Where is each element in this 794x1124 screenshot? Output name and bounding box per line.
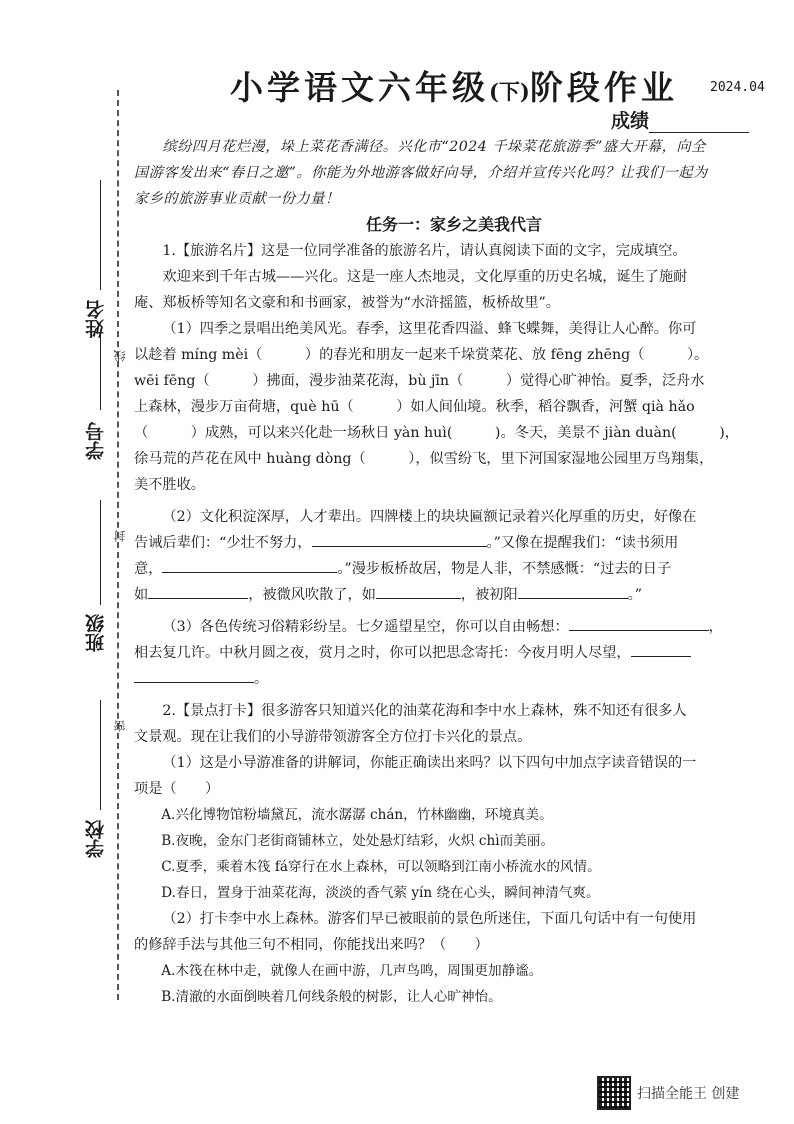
p3-text: 。 bbox=[254, 671, 269, 687]
intro-line: 国游客发出来“春日之邀”。你能为外地游客做好向导，介绍并宣传兴化吗？让我们一起为 bbox=[134, 165, 708, 181]
intro-line: 家乡的旅游事业贡献一份力量！ bbox=[134, 191, 340, 207]
answer-blank[interactable] bbox=[162, 558, 337, 573]
seal-mi-char: 密 bbox=[113, 720, 127, 732]
title-main: 小学语文六年级 bbox=[230, 68, 489, 107]
scanner-watermark bbox=[597, 1076, 739, 1110]
school-label: 学校 bbox=[85, 820, 107, 858]
p2-line bbox=[134, 556, 774, 582]
intro-line: 缤纷四月花烂漫，垛上菜花香满径。兴化市“2024 千垛菜花旅游季”盛大开幕，向全 bbox=[162, 139, 706, 155]
p2-text: ，被微风吹散了，如 bbox=[248, 587, 376, 603]
q2-sub2: （2）打卡李中水上森林。游客们早已被眼前的景色所迷住，下面几句话中有一句使用 bbox=[162, 911, 697, 927]
p1-line[interactable]: wēi fēng（ ）拂面，漫步油菜花海，bù jīn（ ）觉得心旷神怡。夏季，泛舟水 bbox=[134, 373, 705, 389]
watermark-text: 扫描全能王 创建 bbox=[637, 1086, 740, 1102]
binding-dashed-line bbox=[117, 90, 119, 1000]
p1-line: （1）四季之景唱出绝美风光。春季，这里花香四溢、蜂飞蝶舞，美得让人心醉。你可 bbox=[162, 321, 697, 337]
p1-line: 美不胜收。 bbox=[134, 477, 205, 493]
p1-line[interactable]: 徐马荒的芦花在风中 huàng dòng（ ），似雪纷飞，里下河国家湿地公园里万鸟翔集， bbox=[134, 451, 714, 467]
p2-text: 意， bbox=[134, 561, 163, 577]
answer-blank[interactable] bbox=[312, 532, 487, 547]
p3-text: ， bbox=[708, 619, 723, 635]
p2-text: 告诫后辈们：“少壮不努力， bbox=[134, 535, 312, 551]
seal-feng-char: 封 bbox=[113, 530, 127, 542]
q2-sub2[interactable]: 的修辞手法与其他三句不相同，你能找出来吗？（ ） bbox=[134, 937, 489, 953]
score-field[interactable] bbox=[611, 106, 749, 133]
p2-line bbox=[134, 582, 774, 608]
q2-intro: 文景观。现在让我们的小导游带领游客全方位打卡兴化的景点。 bbox=[134, 729, 532, 745]
answer-blank[interactable] bbox=[569, 616, 709, 631]
option-b[interactable]: B.夜晚，金东门老街商铺林立，处处悬灯结彩，火炽 chì而美丽。 bbox=[161, 833, 554, 849]
option-c[interactable]: C.夏季，乘着木筏 fá穿行在水上森林，可以领略到江南小桥流水的风情。 bbox=[161, 859, 601, 875]
p3-text: 相去复几许。中秋月圆之夜，赏月之时，你可以把思念寄托：今夜月明人尽望， bbox=[134, 645, 631, 661]
p2-text: 。”漫步板桥故居，物是人非，不禁感慨：“过去的日子 bbox=[337, 561, 672, 577]
option-d[interactable]: D.春日，置身于油菜花海，淡淡的香气萦 yín 绕在心头，瞬间神清气爽。 bbox=[161, 885, 600, 901]
seal-line-char: 线 bbox=[113, 350, 127, 362]
school-field-line[interactable] bbox=[100, 700, 101, 810]
q2-intro: 2.【景点打卡】很多游客只知道兴化的油菜花海和李中水上森林，殊不知还有很多人 bbox=[162, 703, 687, 719]
title-tail: 阶段作业 bbox=[529, 68, 678, 107]
qr-code-icon bbox=[597, 1076, 631, 1110]
task1-title: 任务一：家乡之美我代言 bbox=[365, 215, 542, 234]
score-label: 成绩 bbox=[611, 110, 650, 132]
answer-blank[interactable] bbox=[631, 642, 691, 657]
p2-text: 如 bbox=[134, 587, 149, 603]
q1-text: 庵、郑板桥等知名文豪和和书画家，被誉为“水浒摇篮，板桥故里”。 bbox=[134, 295, 560, 311]
p1-line[interactable]: （ ）成熟，可以来兴化赴一场秋日 yàn huì( )。冬天，美景不 jiàn duàn( )， bbox=[134, 425, 739, 441]
p2-line: （2）文化积淀深厚，人才辈出。四牌楼上的块块匾额记录着兴化厚重的历史，好像在 bbox=[162, 509, 697, 525]
class-label: 班级 bbox=[85, 614, 107, 652]
p2-line bbox=[134, 530, 774, 556]
student-id-label: 学号 bbox=[85, 422, 107, 460]
q1-text: 欢迎来到千年古城——兴化。这是一座人杰地灵，文化厚重的历史名城，诞生了施耐 bbox=[162, 269, 688, 285]
answer-blank[interactable] bbox=[376, 584, 461, 599]
q1-intro: 1.【旅游名片】这是一位同学准备的旅游名片，请认真阅读下面的文字，完成填空。 bbox=[162, 243, 687, 259]
p1-line[interactable]: 以趁着 míng mèi（ ）的春光和朋友一起来千垛赏菜花、放 fēng zhēng（ ）。 bbox=[134, 347, 709, 363]
p1-line[interactable]: 上森林，漫步万亩荷塘，què hū（ ）如人间仙境。秋季，稻谷飘香，河蟹 qià hǎo bbox=[134, 399, 695, 415]
q2-sub1: （1）这是小导游准备的讲解词，你能正确读出来吗？以下四句中加点字读音错误的一 bbox=[162, 755, 697, 771]
answer-blank[interactable] bbox=[518, 584, 628, 599]
option-a[interactable]: A.木筏在林中走，就像人在画中游，几声鸟鸣，周围更加静谧。 bbox=[161, 963, 543, 979]
answer-blank[interactable] bbox=[148, 584, 248, 599]
p3-line bbox=[134, 614, 774, 640]
q2-sub1[interactable]: 项是（ ） bbox=[134, 781, 220, 797]
answer-blank[interactable] bbox=[134, 668, 254, 683]
p2-text: ，被初阳 bbox=[460, 587, 518, 603]
name-field-line[interactable] bbox=[100, 180, 101, 290]
worksheet-body bbox=[134, 134, 774, 1010]
page-title bbox=[230, 62, 678, 109]
score-blank[interactable] bbox=[649, 114, 749, 133]
title-paren: (下) bbox=[489, 79, 530, 104]
p2-text: 。” bbox=[627, 587, 643, 603]
p2-text: 。”又像在提醒我们：“读书须用 bbox=[486, 535, 679, 551]
p3-text: （3）各色传统习俗精彩纷呈。七夕遥望星空，你可以自由畅想： bbox=[162, 619, 569, 635]
class-field-line[interactable] bbox=[100, 500, 101, 605]
date: 2024.04 bbox=[710, 80, 765, 95]
p3-line bbox=[134, 666, 774, 692]
option-b[interactable]: B.清澈的水面倒映着几何线条般的树影，让人心旷神怡。 bbox=[161, 989, 502, 1005]
option-a[interactable]: A.兴化博物馆粉墙黛瓦，流水潺潺 chán，竹林幽幽，环境真美。 bbox=[161, 807, 553, 823]
p3-line bbox=[134, 640, 774, 666]
student-id-field-line[interactable] bbox=[100, 330, 101, 410]
name-label: 姓名 bbox=[85, 300, 107, 338]
